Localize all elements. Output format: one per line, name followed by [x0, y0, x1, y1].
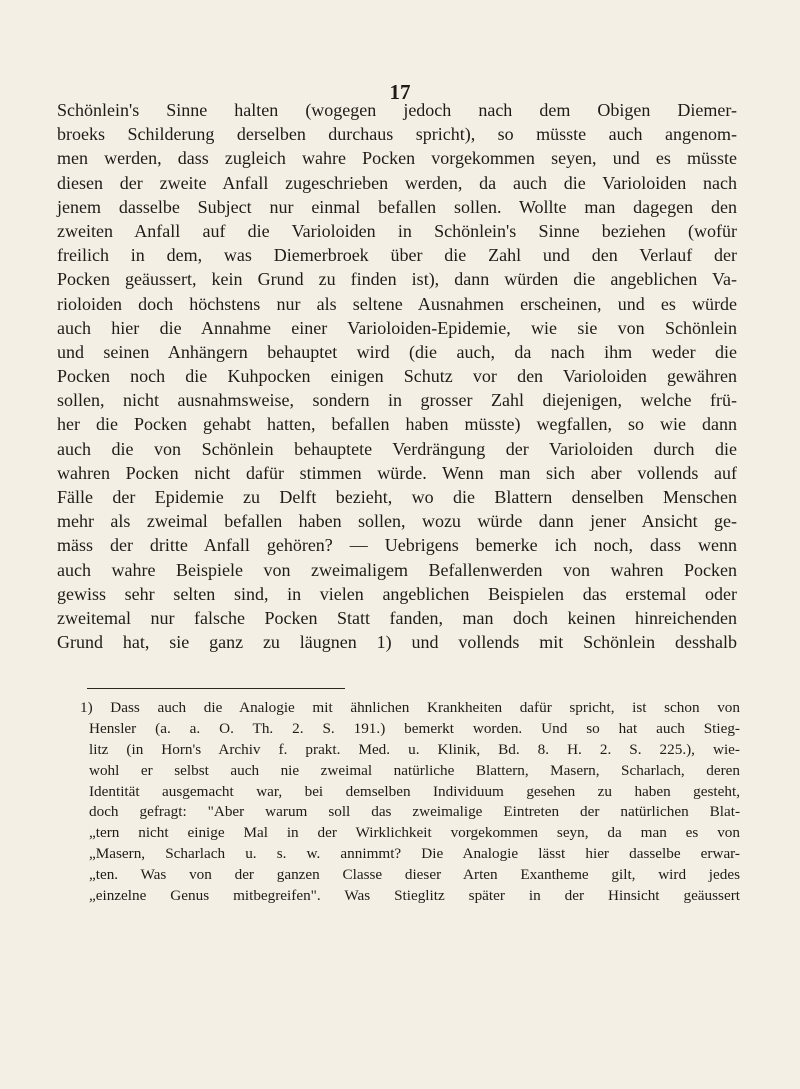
body-line: auch hier die Annahme einer Varioloiden-Epidemie, wie sie von Schönlein [57, 317, 737, 338]
body-line: mäss der dritte Anfall gehören? — Uebrigens bemerke ich noch, dass wenn [57, 535, 737, 556]
footnote-line: Hensler (a. a. O. Th. 2. S. 191.) bemerkt worden. Und so hat auch Stieg- [89, 719, 740, 737]
body-line: auch wahre Beispiele von zweimaligem Befallenwerden von wahren Pocken [57, 559, 737, 580]
body-line: jenem dasselbe Subject nur einmal befallen sollen. Wollte man dagegen den [57, 196, 737, 217]
body-line: gewiss sehr selten sind, in vielen angeblichen Beispielen das erstemal oder [57, 583, 737, 604]
body-line: freilich in dem, was Diemerbroek über die Zahl und den Verlauf der [57, 245, 737, 266]
footnote-line: „ten. Was von der ganzen Classe dieser Arten Exantheme gilt, wird jedes [89, 866, 740, 884]
body-line: mehr als zweimal befallen haben sollen, wozu würde dann jener Ansicht ge- [57, 511, 737, 532]
footnote-line: „Masern, Scharlach u. s. w. annimmt? Die Analogie lässt hier dasselbe erwar- [89, 845, 740, 863]
page-number: 17 [389, 80, 411, 104]
body-text [57, 98, 737, 654]
body-line: diesen der zweite Anfall zugeschrieben werden, da auch die Varioloiden nach [57, 172, 737, 193]
footnote-line: doch gefragt: "Aber warum soll das zweimalige Eintreten der natürlichen Blat- [89, 803, 740, 821]
body-line: auch die von Schönlein behauptete Verdrängung der Varioloiden durch die [57, 438, 737, 459]
body-line: Pocken geäussert, kein Grund zu finden ist), dann würden die angeblichen Va- [57, 269, 737, 290]
body-line: her die Pocken gehabt hatten, befallen haben müsste) wegfallen, so wie dann [57, 414, 737, 435]
footnote [80, 698, 740, 907]
body-line: wahren Pocken nicht dafür stimmen würde. Wenn man sich aber vollends auf [57, 462, 737, 483]
body-line: zweitemal nur falsche Pocken Statt fanden, man doch keinen hinreichenden [57, 607, 737, 628]
body-line: sollen, nicht ausnahmsweise, sondern in grosser Zahl diejenigen, welche frü- [57, 390, 737, 411]
footnote-line: 1) Dass auch die Analogie mit ähnlichen Krankheiten dafür spricht, ist schon von [80, 699, 740, 716]
body-line: zweiten Anfall auf die Varioloiden in Schönlein's Sinne beziehen (wofür [57, 220, 737, 241]
footnote-line: litz (in Horn's Archiv f. prakt. Med. u. Klinik, Bd. 8. H. 2. S. 225.), wie- [89, 740, 740, 758]
body-line: Schönlein's Sinne halten (wogegen jedoch nach dem Obigen Diemer- [57, 100, 737, 120]
footnote-divider [87, 688, 345, 689]
body-line: rioloiden doch höchstens nur als seltene Ausnahmen erscheinen, und es würde [57, 293, 737, 314]
footnote-line: „tern nicht einige Mal in der Wirklichkeit vorgekommen seyn, da man es von [89, 824, 740, 842]
body-line: Grund hat, sie ganz zu läugnen 1) und vollends mit Schönlein desshalb [57, 632, 737, 653]
footnote-line: „einzelne Genus mitbegreifen". Was Stieglitz später in der Hinsicht geäussert [89, 887, 740, 905]
body-line: Pocken noch die Kuhpocken einigen Schutz vor den Varioloiden gewähren [57, 366, 737, 387]
body-line: broeks Schilderung derselben durchaus spricht), so müsste auch angenom- [57, 124, 737, 145]
body-line: Fälle der Epidemie zu Delft bezieht, wo die Blattern denselben Menschen [57, 487, 737, 507]
footnote-line: wohl er selbst auch nie zweimal natürliche Blattern, Masern, Scharlach, deren [89, 761, 740, 779]
footnote-line: Identität ausgemacht war, bei demselben Individuum gesehen zu haben gesteht, [89, 782, 740, 800]
body-line: men werden, dass zugleich wahre Pocken vorgekommen seyen, und es müsste [57, 148, 737, 169]
body-line: und seinen Anhängern behauptet wird (die auch, da nach ihm weder die [57, 341, 737, 362]
